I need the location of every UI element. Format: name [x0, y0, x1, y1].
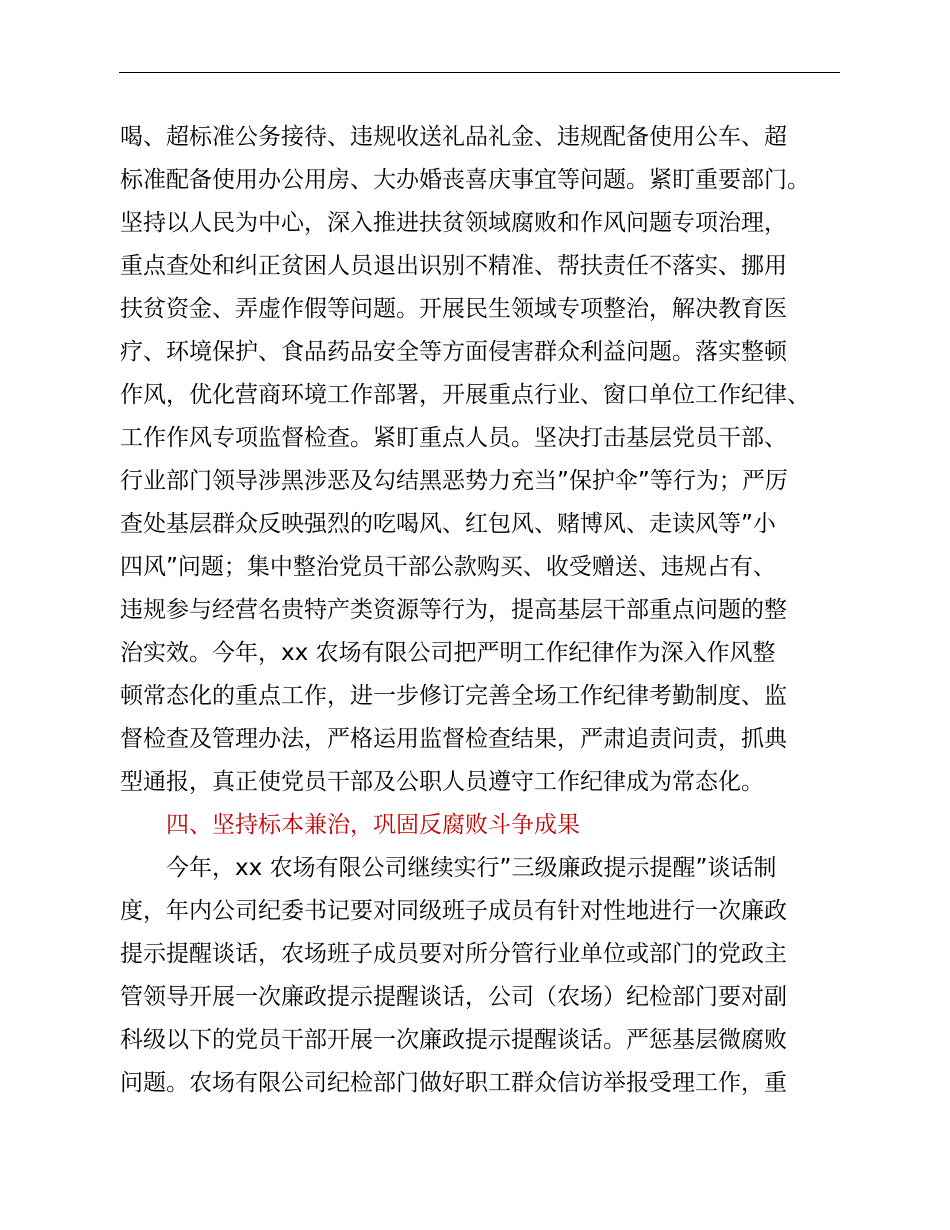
text-line: 坚持以人民为中心，深入推进扶贫领域腐败和作风问题专项治理， [120, 210, 787, 236]
text-line: 重点查处和纠正贫困人员退出识别不精准、帮扶责任不落实、挪用 [120, 253, 787, 279]
text-line: 查处基层群众反映强烈的吃喝风、红包风、赌博风、走读风等”小 [120, 511, 776, 537]
text-line: 治实效。今年，xx 农场有限公司把严明工作纪律作为深入作风整 [120, 640, 776, 666]
text-line: 喝、超标准公务接待、违规收送礼品礼金、违规配备使用公车、超 [120, 124, 787, 150]
text-line: 行业部门领导涉黑涉恶及勾结黑恶势力充当”保护伞”等行为；严厉 [120, 468, 788, 494]
text-line: 扶贫资金、弄虚作假等问题。开展民生领域专项整治，解决教育医 [120, 296, 787, 322]
text-line: 今年，xx 农场有限公司继续实行”三级廉政提示提醒”谈话制 [166, 855, 777, 881]
text-line: 标准配备使用办公用房、大办婚丧喜庆事宜等问题。紧盯重要部门。 [120, 167, 810, 193]
text-line: 四风”问题；集中整治党员干部公款购买、收受赠送、违规占有、 [120, 554, 776, 580]
text-line: 违规参与经营名贵特产类资源等行为，提高基层干部重点问题的整 [120, 597, 787, 623]
text-line: 科级以下的党员干部开展一次廉政提示提醒谈话。严惩基层微腐败 [120, 1027, 787, 1053]
header-rule [119, 72, 840, 73]
paragraph-1 [120, 116, 845, 804]
text-line: 督检查及管理办法，严格运用监督检查结果，严肃追责问责，抓典 [120, 726, 787, 752]
text-line: 管领导开展一次廉政提示提醒谈话，公司（农场）纪检部门要对副 [120, 984, 787, 1010]
paragraph-2 [120, 847, 845, 1105]
page-body [120, 116, 845, 1105]
text-line: 型通报，真正使党员干部及公职人员遵守工作纪律成为常态化。 [120, 769, 764, 795]
text-line: 工作作风专项监督检查。紧盯重点人员。坚决打击基层党员干部、 [120, 425, 787, 451]
text-line: 提示提醒谈话，农场班子成员要对所分管行业单位或部门的党政主 [120, 941, 787, 967]
section-heading: 四、坚持标本兼治，巩固反腐败斗争成果 [166, 812, 580, 838]
text-line: 疗、环境保护、食品药品安全等方面侵害群众利益问题。落实整顿 [120, 339, 787, 365]
text-line: 度，年内公司纪委书记要对同级班子成员有针对性地进行一次廉政 [120, 898, 787, 924]
text-line: 顿常态化的重点工作，进一步修订完善全场工作纪律考勤制度、监 [120, 683, 787, 709]
text-line: 问题。农场有限公司纪检部门做好职工群众信访举报受理工作，重 [120, 1070, 787, 1096]
text-line: 作风，优化营商环境工作部署，开展重点行业、窗口单位工作纪律、 [120, 382, 810, 408]
